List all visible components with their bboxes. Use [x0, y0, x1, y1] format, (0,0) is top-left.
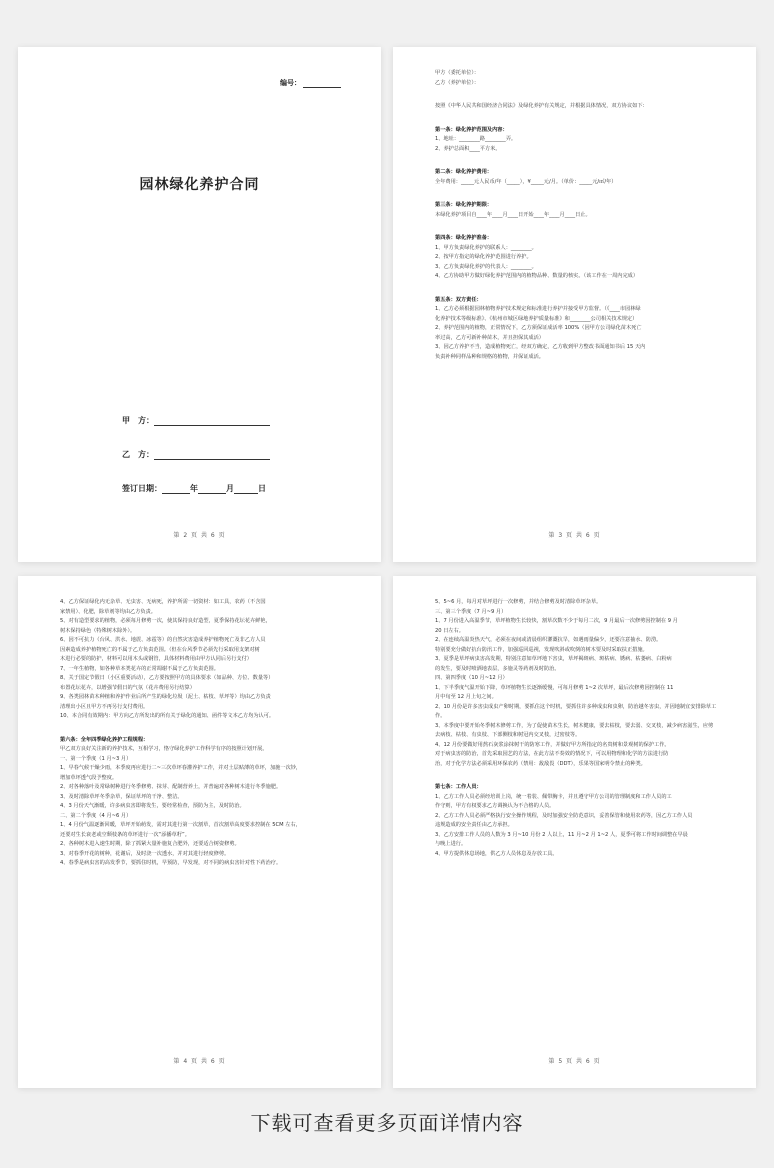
clause-text: 乙方（养护单位）： — [435, 79, 480, 86]
page-footer: 第 2 页 共 6 页 — [173, 532, 226, 539]
clause-text: 1、4 月份气温逐渐回暖，草坪开始萌发，需对其进行第一次割草，首次割草高度要求控制在 5CM 左右， — [60, 822, 301, 828]
clause-text: 6、因不可抗力（台风、洪水、地震、冰雹等）的自然灾害造成养护植物死亡及非乙方人员 — [60, 637, 266, 643]
clause-text: 3、及时清除草坪冬季杂草，保证草坪的干净、整洁。 — [60, 793, 183, 800]
clause-text: 二、第二个季度（4 月~6 月） — [60, 812, 132, 819]
clause-heading: 第四条：绿化养护准备： — [435, 235, 493, 241]
clause-text: 一、第一个季度（1 月~3 月） — [60, 755, 132, 762]
clause-text: 对于病虫害的防治，首先采取园艺的方法，在此方法不奏效的情况下，可以用物理和化学的方法进行防 — [435, 751, 669, 757]
clause-text: 1、7 月份进入高温季节，草坪植物生长较快，割草次数不少于每月二次，9 月最后一次修剪因控制在 9 月 — [435, 618, 678, 624]
page-footer: 第 4 页 共 6 页 — [173, 1058, 226, 1065]
clause-heading: 第二条：绿化养护费用： — [435, 169, 493, 175]
paragraph-gap — [435, 88, 722, 102]
contract-page-5 — [393, 576, 756, 1088]
clause-text: 违规造成的安全责任由乙方承担。 — [435, 822, 513, 828]
clause-text: 按照《中华人民共和国经济合同法》及绿化养护有关规定，并根据具体情况，双方协议如下： — [435, 103, 648, 109]
contract-number-blank — [303, 80, 341, 88]
date-month-unit: 月 — [226, 484, 234, 493]
contract-number — [280, 78, 341, 88]
contract-number-label: 编号： — [280, 79, 301, 87]
clause-text: 1、乙方必须根据园林植物养护技术规定和标准进行养护并接受甲方监督。（《____市园林绿 — [435, 306, 641, 312]
clause-text: 治，对于化学方法必须采用环保农药（禁用：敌敌畏（DDT），乐果等国家明令禁止的种类。 — [435, 760, 646, 767]
paragraph-gap — [435, 112, 722, 126]
party-a-blank — [154, 417, 270, 426]
clause-text: 3、因乙方养护不当，造成植物死亡，经双方确定，乙方收到甲方整改书面通知书后 15 天内 — [435, 344, 646, 350]
clause-text: 树木保持绿色（特殊树木除外）。 — [60, 627, 136, 634]
clause-text: 1、下半季度气温开始下降，草坪植物生长逐渐缓慢，可每月修剪 1~2 次草坪，最后次修剪因控制在 11 — [435, 684, 674, 691]
date-year-unit: 年 — [190, 484, 198, 493]
clause-text: 2、乙方工作人员必须严格执行安全操作规程，及时加强安全防范意识，妥善保管和使用农药等，因乙方工作人员 — [435, 812, 693, 819]
contract-cover-page — [18, 47, 381, 562]
party-b-label: 乙 方： — [122, 450, 154, 459]
clause-text: 10、本合同有效期内：甲方向乙方所发出的所有关于绿化的通知、函件等文本乙方均为认可。 — [60, 713, 275, 719]
clause-text: 2、在连续高温炎热天气，必须在夜间或清晨组织灌溉抗旱，如遇雨量偏少，还要注意抽水、防涝。 — [435, 637, 662, 643]
clause-text: 2、对各种落叶及常绿树种进行冬季修剪、抹芽、配制营养土，并普遍对各种树木进行冬季施肥。 — [60, 784, 282, 790]
party-b-blank — [154, 451, 270, 460]
clause-text: 去病枝、枯枝、有虫枝、下部侧枝和树冠内交叉枝，过密枝等。 — [435, 732, 581, 738]
clause-text: 7、一年生植物，如各种草本类花卉的正常凋谢不属于乙方负责范围。 — [60, 665, 219, 672]
clause-text: 家禁用）、化肥，除草剂等均由乙方负责。 — [60, 608, 156, 615]
clause-text: 特别要充分做好抗台防汛工作，加强巡回巡视，发现吹斜或吹倒的树木要及时采取扶正措施。 — [435, 646, 648, 653]
clause-text: 清理出小区且甲方不再另行支付费用。 — [60, 703, 149, 710]
clause-text: 4、3 月份天气渐暖，许多病虫害即将发生，要经常检查，预防为主，及时防治。 — [60, 803, 245, 809]
clause-heading: 第七条：工作人员： — [435, 784, 482, 790]
contract-page-4 — [18, 576, 381, 1088]
clause-text: 9、各类园林苗木种植和养护作业后所产生的绿化垃圾（泥土、枯枝、草坪等）均由乙方负责 — [60, 694, 271, 700]
clause-text: 的发生，要及时喷洒地表层，多施灵等药剂及时防治。 — [435, 665, 560, 672]
clause-text: 2、养护范围内的植物，正常情况下，乙方须保证成活率 100%（因甲方公司绿化苗木死亡 — [435, 325, 642, 331]
clause-text: 与晚上进行。 — [435, 841, 467, 847]
clause-text: 2、按甲方指定的绿化养护范围进行养护。 — [435, 254, 532, 260]
clause-heading: 第一条：绿化养护范围及内容： — [435, 126, 508, 133]
signing-date-label: 签订日期： — [122, 484, 162, 493]
party-a-signature — [122, 415, 270, 426]
signing-date — [122, 483, 266, 494]
page-body — [60, 598, 347, 869]
clause-text: 4、甲方提供休息场地，供乙方人员休息及存放工具。 — [435, 850, 558, 857]
clause-text: 负责补种同样品种和规格的植物，并保证成活。 — [435, 353, 544, 360]
clause-text: 4、春季是病虫害的高发季节，要抓住时机，早预防，早发现，对不同的病虫害针对性下药治疗。 — [60, 860, 282, 866]
clause-text: 3、乙方安排工作人员的人数为 3 月~10 月份 2 人以上，11 月~2 月 1~2 人，夏季可将工作时间调整在早晨 — [435, 831, 688, 838]
clause-text: 3、夏季是草坪病虫害高发期，特别注意如草坪地下害虫，草坪褐斑病、斑枯病、锈病、枯萎病、白粉病 — [435, 656, 672, 662]
page-body — [435, 69, 722, 362]
paragraph-gap — [435, 769, 722, 783]
paragraph-gap — [435, 154, 722, 168]
paragraph-gap — [60, 722, 347, 736]
clause-text: 5、5~6 月，每月对草坪进行一次修剪，并结合修剪及时清除草坪杂草。 — [435, 599, 602, 605]
clause-text: 还要对生长衰老或空颓枝条的草坪进行一次“添播草籽”。 — [60, 831, 190, 838]
clause-heading: 第六条：全年四季绿化养护工程规程： — [60, 736, 149, 743]
clause-heading: 第三条：绿化养护期限： — [435, 202, 493, 208]
clause-text: 因素造成养护植物死亡的不属于乙方负责范围。（但在台风季节必须先行采取用支架对树 — [60, 646, 260, 653]
clause-text: 率过高，乙方可新补种苗木，并且担保其成活） — [435, 334, 544, 341]
clause-text: 布置花坛花卉，以增强节假日的气氛（花卉费用另行结算） — [60, 684, 195, 691]
clause-text: 木进行必要的防护，材料可以用木头或钢管，具体材料费用由甲方认同后另行支付） — [60, 656, 252, 662]
clause-text: 3、本季度中要开始冬季树木修剪工作，为了促使苗木生长，树木健康，要去枯枝，要去弱、交叉枝，减少病害滋生，应剪 — [435, 722, 714, 729]
clause-text: 4、12 月份要做好用熬石灰浆涂抹树干的防寒工作，并做好甲方所指定的名贵树和景观树的保护工作。 — [435, 741, 670, 748]
clause-text: 2、各种树木进入速生时期，除了抓紧大量补施复合肥外，还要适合树姿修剪。 — [60, 841, 240, 847]
date-day-unit: 日 — [258, 484, 266, 493]
clause-text: 甲方（委托单位）： — [435, 70, 480, 76]
clause-text: 作。 — [435, 713, 446, 719]
clause-text: 4、乙方协助甲方做好绿化养护范围内的植物品种、数量的核实。（该工作在一周内完成） — [435, 273, 639, 279]
clause-text: 本绿化养护项目自____年____月____日开始____年____月____日止。 — [435, 211, 591, 218]
party-b-signature — [122, 449, 270, 460]
clause-text: 作守则，甲方有权要求乙方调换认为不合格的人员。 — [435, 803, 555, 809]
clause-text: 8、关于国定节假日（小区重要活动），乙方要按照甲方的具体要求（如品种、方位、数量等） — [60, 675, 274, 681]
page-footer: 第 3 页 共 6 页 — [548, 532, 601, 539]
paragraph-gap — [435, 220, 722, 234]
clause-text: 化养护技术等级标准》、《杭州市城区绿地养护质量标准》和________公司相关技术规定） — [435, 315, 638, 322]
clause-text: 甲乙双方良好关注新的养护技术，互相学习，恪守绿化养护工作科学有序的按照计划开展。 — [60, 746, 268, 752]
clause-text: 1、乙方工作人员必须经培训上岗，统一着装、佩带胸卡，并且遵守甲方公司的管理制度和工作人员的工 — [435, 793, 672, 800]
clause-text: 全年费用：_____元人民币/年（_____），¥_____元/月。（单价：_____元/㎡/年） — [435, 178, 617, 185]
clause-heading: 第五条：双方责任： — [435, 296, 482, 303]
clause-text: 三、第三个季度（7 月~9 月） — [435, 608, 507, 615]
paragraph-gap — [435, 187, 722, 201]
clause-text: 1、早春气候干燥少雨，本季度再应进行二~三次草坪春灌养护工作，并对土层贴薄的草坪，加施一次钞， — [60, 765, 302, 771]
download-more-caption[interactable]: 下载可查看更多页面详情内容 — [250, 1111, 524, 1135]
clause-text: 4、乙方保证绿化内无杂草、无虫害、无病死，养护所需一切资材：如工具，农药（不含国 — [60, 599, 266, 605]
clause-text: 月中旬至 12 月上旬之间。 — [435, 694, 497, 700]
page-footer: 第 5 页 共 6 页 — [548, 1058, 601, 1065]
clause-text: 1、甲方负责绿化养护的联系人：________。 — [435, 244, 537, 251]
clause-text: 3、对春季开花的树种，花谢后，及时浇一次透水，并对其进行轻度修剪。 — [60, 850, 230, 857]
contract-title: 园林绿化养护合同 — [139, 177, 260, 193]
clause-text: 四、第四季度（10 月~12 月） — [435, 675, 508, 681]
clause-text: 20 日左右。 — [435, 627, 464, 634]
clause-text: 5、对有造型要求的植物，必须每月修剪一次，使其保持良好造型，夏季保持花坛花卉鲜艳， — [60, 618, 271, 624]
clause-text: 2、10 月份是许多害虫成虫产卵时期，要抓住这个时机，要抓住许多种成虫和虫卵，防治越冬害虫，并因地制宜安排除草工 — [435, 703, 717, 710]
page-body — [435, 598, 722, 859]
clause-text: 2、养护总面积____平方米。 — [435, 145, 501, 152]
paragraph-gap — [435, 282, 722, 296]
contract-page-3 — [393, 47, 756, 562]
clause-text: 增加草坪透气段予整度。 — [60, 774, 118, 781]
party-a-label: 甲 方： — [122, 416, 154, 425]
clause-text: 3、乙方负责绿化养护的代表人：________。 — [435, 263, 537, 270]
clause-text: 1、地址：________路________弄。 — [435, 136, 517, 142]
